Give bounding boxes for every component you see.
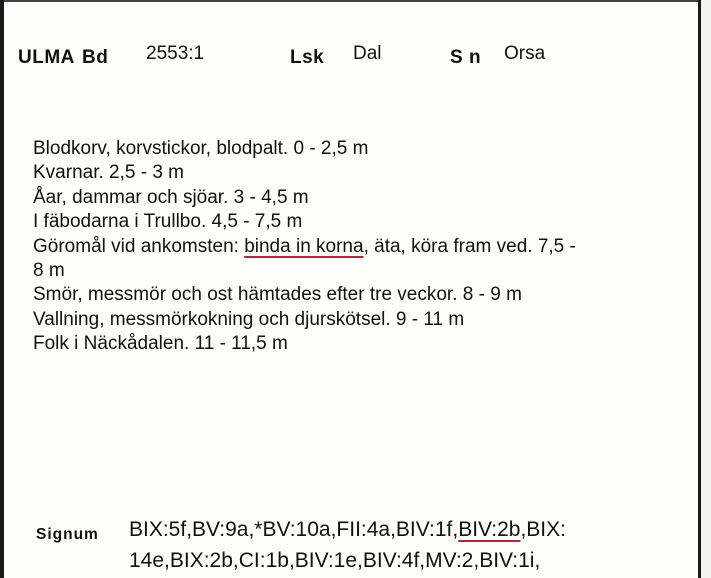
lsk-label: Lsk [290,47,325,68]
top-edge [0,0,701,2]
content-line: 8 m [33,260,65,282]
content-line: Vallning, messmörkokning och djurskötsel. 9 - 11 m [33,308,465,330]
signum-line [129,514,699,545]
signum-text: BIX:5f,BV:9a,*BV:10a,FII:4a,BIV:1f, [129,518,459,541]
content-line: Smör, messmör och ost hämtades efter tre veckor. 8 - 9 m [33,284,522,306]
sn-value: Orsa [504,43,546,64]
content-line: Kvarnar. 2,5 - 3 m [33,162,185,184]
signum-label: Signum [36,526,99,543]
content-line: I fäbodarna i Trullbo. 4,5 - 7,5 m [33,211,303,233]
signum-line: 14e,BIX:2b,CI:1b,BIV:1e,BIV:4f,MV:2,BIV:1i, [129,549,541,572]
content-line [33,235,693,259]
archive-label: ULMA [18,47,75,68]
lsk-value: Dal [353,43,382,64]
contents-list [33,137,693,357]
underlined-phrase: binda in korna [244,235,364,257]
signum-codes [129,514,699,576]
content-line: Blodkorv, korvstickor, blodpalt. 0 - 2,5 m [33,138,369,159]
content-text: , äta, köra fram ved. 7,5 - [363,235,576,257]
content-line: Åar, dammar och sjöar. 3 - 4,5 m [33,186,309,208]
content-text: Göromål vid ankomsten: [33,235,245,257]
scan-edge [701,0,711,578]
left-border [0,0,4,578]
signum-text: ,BIX: [520,518,566,541]
bd-label: Bd [82,47,109,68]
sn-label: S n [450,47,482,68]
underlined-code: BIV:2b [458,518,521,541]
content-line: Folk i Näckådalen. 11 - 11,5 m [33,333,288,355]
bd-value: 2553:1 [146,43,205,64]
